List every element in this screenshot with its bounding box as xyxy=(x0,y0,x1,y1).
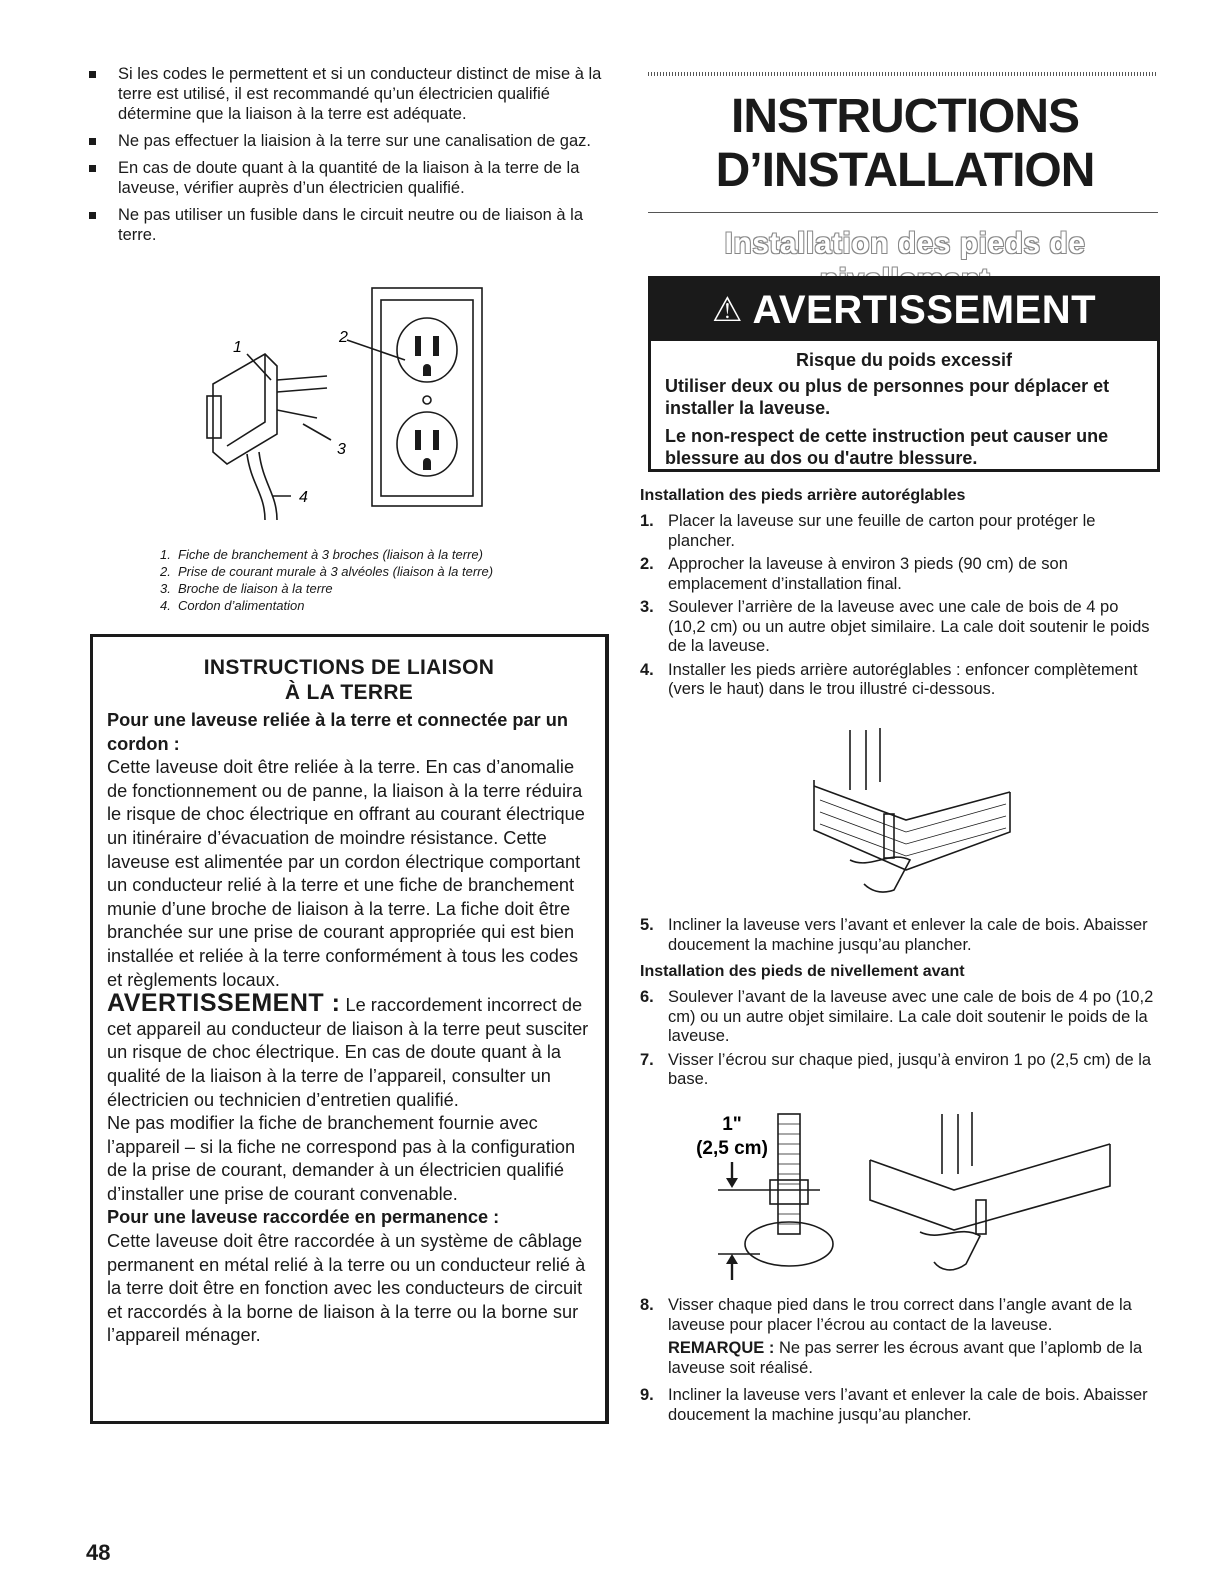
warning-consequence: Le non-respect de cette instruction peut causer une blessure au dos ou d'autre blessure. xyxy=(665,426,1109,468)
warning-paragraph: AVERTISSEMENT : Le raccordement incorrect de cet appareil au conducteur de liaison à la terre peut susciter un risque de choc électrique. En cas de doute quant à la qualité de la liaison à la terre de l’appareil, consulter un électricien ou technicien d’entretien qualifié. xyxy=(107,989,589,1110)
list-item: 3. Broche de liaison à la terre xyxy=(160,581,333,596)
list-item: Ne pas utiliser un fusible dans le circuit neutre ou de liaison à la terre. xyxy=(88,205,608,245)
list-item: 2. Prise de courant murale à 3 alvéoles (liaison à la terre) xyxy=(160,564,494,579)
page-number: 48 xyxy=(86,1540,111,1565)
front-feet-section xyxy=(640,962,1160,1094)
plug-outlet-illustration xyxy=(195,284,495,540)
list-item: 2. Approcher la laveuse à environ 3 pieds (90 cm) de son emplacement d’installation final. xyxy=(640,555,1068,593)
foot-base xyxy=(745,1222,833,1266)
list-item: Ne pas effectuer la liaision à la terre sur une canalisation de gaz. xyxy=(88,131,608,151)
warning-instruction: Utiliser deux ou plus de personnes pour déplacer et installer la laveuse. xyxy=(665,376,1110,418)
list-item: 8. Visser chaque pied dans le trou correct dans l’angle avant de la laveuse pour placer l’écrou au contact de la laveuse. xyxy=(640,1296,1132,1334)
power-cord xyxy=(247,452,277,520)
list-item: 4. Installer les pieds arrière autoréglables : enfoncer complètement (vers le haut) dans le trou illustré ci-dessous. xyxy=(640,660,1138,698)
list-item: 1. Fiche de branchement à 3 broches (liaison à la terre) xyxy=(160,547,483,562)
wood-block xyxy=(814,780,1010,870)
list-item: 9. Incliner la laveuse vers l’avant et enlever la cale de bois. Abaisser doucement la machine jusqu’au plancher. xyxy=(640,1386,1148,1424)
callout-4: 4 xyxy=(299,489,308,506)
grounding-instructions-box xyxy=(90,634,609,1424)
title-divider xyxy=(648,212,1158,213)
step-5 xyxy=(640,916,1160,959)
permanent-heading: Pour une laveuse raccordée en permanence : xyxy=(107,1207,500,1228)
front-wood-block xyxy=(870,1144,1110,1230)
callout-2: 2 xyxy=(339,329,348,346)
list-item: 3. Soulever l’arrière de la laveuse avec une cale de bois de 4 po (10,2 cm) ou un autre objet similaire. La cale doit soutenir le poids de la laveuse. xyxy=(640,598,1150,655)
measure-label-cm: (2,5 cm) xyxy=(696,1138,768,1159)
outlet-wall-plate xyxy=(372,288,482,506)
warning-header xyxy=(651,279,1157,341)
note: REMARQUE : Ne pas serrer les écrous avant que l’aplomb de la laveuse soit réalisé. xyxy=(668,1339,1143,1377)
callout-1: 1 xyxy=(233,339,242,356)
warning-title: AVERTISSEMENT xyxy=(752,287,1097,332)
list-item: 6. Soulever l’avant de la laveuse avec une cale de bois de 4 po (10,2 cm) ou un autre objet similaire. La cale doit soutenir le poids de la laveuse. xyxy=(640,988,1154,1045)
list-item: En cas de doute quant à la quantité de la liaison à la terre de la laveuse, vérifier auprès d’un électricien qualifié. xyxy=(88,158,608,198)
corded-text: Cette laveuse doit être reliée à la terre. En cas d’anomalie de fonctionnement ou de panne, la liaison à la terre réduira le risque de choc électrique en offrant au courant électrique un itinéraire d’évacuation de moindre résistance. Cette laveuse est alimentée par un cordon électrique comportant un conducteur relié à la terre et une fiche de branchement munie d’une broche de liaison à la terre. La fiche doit être branchée sur une prise de courant appropriée qui est bien installée et reliée à la terre conformément à tous les codes et règlements locaux. xyxy=(107,757,585,990)
page-title: INSTRUCTIONS D’INSTALLATION xyxy=(715,90,1095,197)
top-rule xyxy=(648,72,1158,76)
front-foot-illustration xyxy=(690,1104,1130,1292)
warning-word: AVERTISSEMENT : xyxy=(107,989,341,1018)
list-item: 5. Incliner la laveuse vers l’avant et enlever la cale de bois. Abaisser doucement la machine jusqu’au plancher. xyxy=(640,916,1148,954)
hand xyxy=(850,857,910,892)
rear-foot-illustration xyxy=(810,720,1030,900)
list-item: 7. Visser l’écrou sur chaque pied, jusqu’à environ 1 po (2,5 cm) de la base. xyxy=(640,1050,1152,1088)
front-feet-heading: Installation des pieds de nivellement avant xyxy=(640,963,965,980)
rear-feet-section xyxy=(640,486,1160,704)
figure-caption-list xyxy=(160,546,493,614)
weight-warning-box xyxy=(648,276,1160,472)
measure-label-inch: 1" xyxy=(722,1114,742,1135)
list-item: 1. Placer la laveuse sur une feuille de carton pour protéger le plancher. xyxy=(640,512,1096,550)
final-steps xyxy=(640,1296,1160,1429)
list-item: 4. Cordon d’alimentation xyxy=(160,598,305,613)
nut xyxy=(770,1180,808,1204)
plug-modification-text: Ne pas modifier la fiche de branchement fournie avec l’appareil – si la fiche ne correspond pas à la configuration de la prise de courant, demander à un électricien qualifié d’installer une prise de courant convenable. xyxy=(107,1113,576,1204)
section-subtitle: Installation des pieds de xyxy=(724,227,1086,260)
three-prong-plug xyxy=(213,354,277,464)
warning-triangle-icon: ⚠ xyxy=(711,291,743,329)
grounding-box-title: INSTRUCTIONS DE LIAISON À LA TERRE xyxy=(203,656,495,704)
list-item: Si les codes le permettent et si un conducteur distinct de mise à la terre est utilisé, il est recommandé qu’un électricien qualifié détermine que la liaison à la terre est adéquate. xyxy=(88,64,608,124)
rear-feet-heading: Installation des pieds arrière autoréglables xyxy=(640,487,966,504)
grounding-bullet-list xyxy=(88,64,608,252)
callout-3: 3 xyxy=(337,441,346,458)
warning-risk: Risque du poids excessif xyxy=(795,350,1013,370)
permanent-text: Cette laveuse doit être raccordée à un système de câblage permanent en métal relié à la terre ou un conducteur relié à la terre doit être en fonction avec les conducteurs de circuit et raccordés à la borne de liaison à la terre ou la borne sur l’appareil ménager. xyxy=(107,1231,586,1346)
corded-heading: Pour une laveuse reliée à la terre et connectée par un cordon : xyxy=(107,710,568,754)
